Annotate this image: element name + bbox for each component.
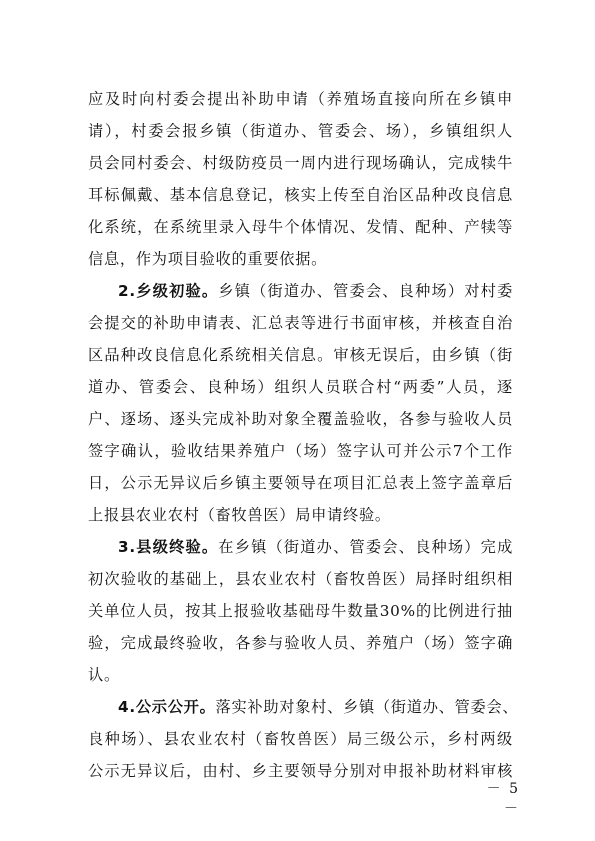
text-line: 员会同村委会、村级防疫员一周内进行现场确认，完成犊牛: [88, 154, 513, 172]
text-line: 关单位人员，按其上报验收基础母牛数量30%的比例进行抽: [88, 602, 513, 620]
text-line: 户、逐场、逐头完成补助对象全覆盖验收，各参与验收人员: [88, 410, 513, 428]
text-line: 日，公示无异议后乡镇主要领导在项目汇总表上签字盖章后: [88, 474, 513, 492]
text-line: 初次验收的基础上，县农业农村（畜牧兽医）局择时组织相: [88, 570, 513, 588]
text-line: 区品种改良信息化系统相关信息。审核无误后，由乡镇（街: [88, 346, 513, 364]
text-line: 认。: [88, 666, 120, 684]
text-line: 耳标佩戴、基本信息登记，核实上传至自治区品种改良信息: [88, 186, 513, 204]
text-line: 化系统，在系统里录入母牛个体情况、发情、配种、产犊等: [88, 218, 513, 236]
text-span: 落实补助对象村、乡镇（街道办、管委会、: [215, 698, 519, 716]
section-heading: 2.乡级初验。: [118, 282, 219, 300]
text-line: 信息，作为项目验收的重要依据。: [88, 250, 328, 268]
text-line: 上报县农业农村（畜牧兽医）局申请终验。: [88, 506, 391, 524]
paragraph-first-line: [118, 276, 513, 306]
text-line: 会提交的补助申请表、汇总表等进行书面审核，并核查自治: [88, 314, 513, 332]
section-heading: 4.公示公开。: [118, 698, 216, 716]
paragraph-first-line: [118, 532, 513, 562]
text-span: 在乡镇（街道办、管委会、良种场）完成: [218, 538, 514, 556]
section-heading: 3.县级终验。: [118, 538, 219, 556]
text-line: 验，完成最终验收，各参与验收人员、养殖户（场）签字确: [88, 634, 513, 652]
paragraph-first-line: [118, 692, 519, 722]
text-line: 请），村委会报乡镇（街道办、管委会、场），乡镇组织人: [88, 122, 513, 140]
text-line: 签字确认，验收结果养殖户（场）签字认可并公示7个工作: [88, 442, 513, 460]
text-span: 乡镇（街道办、管委会、良种场）对村委: [218, 282, 514, 300]
text-line: 良种场）、县农业农村（畜牧兽医）局三级公示，乡村两级: [88, 730, 513, 748]
text-line: 道办、管委会、良种场）组织人员联合村“两委”人员，逐: [88, 378, 513, 396]
page-number: － 5 －: [486, 781, 520, 817]
text-line: 应及时向村委会提出补助申请（养殖场直接向所在乡镇申: [88, 90, 513, 108]
text-line: 公示无异议后，由村、乡主要领导分别对申报补助材料审核: [88, 762, 513, 780]
